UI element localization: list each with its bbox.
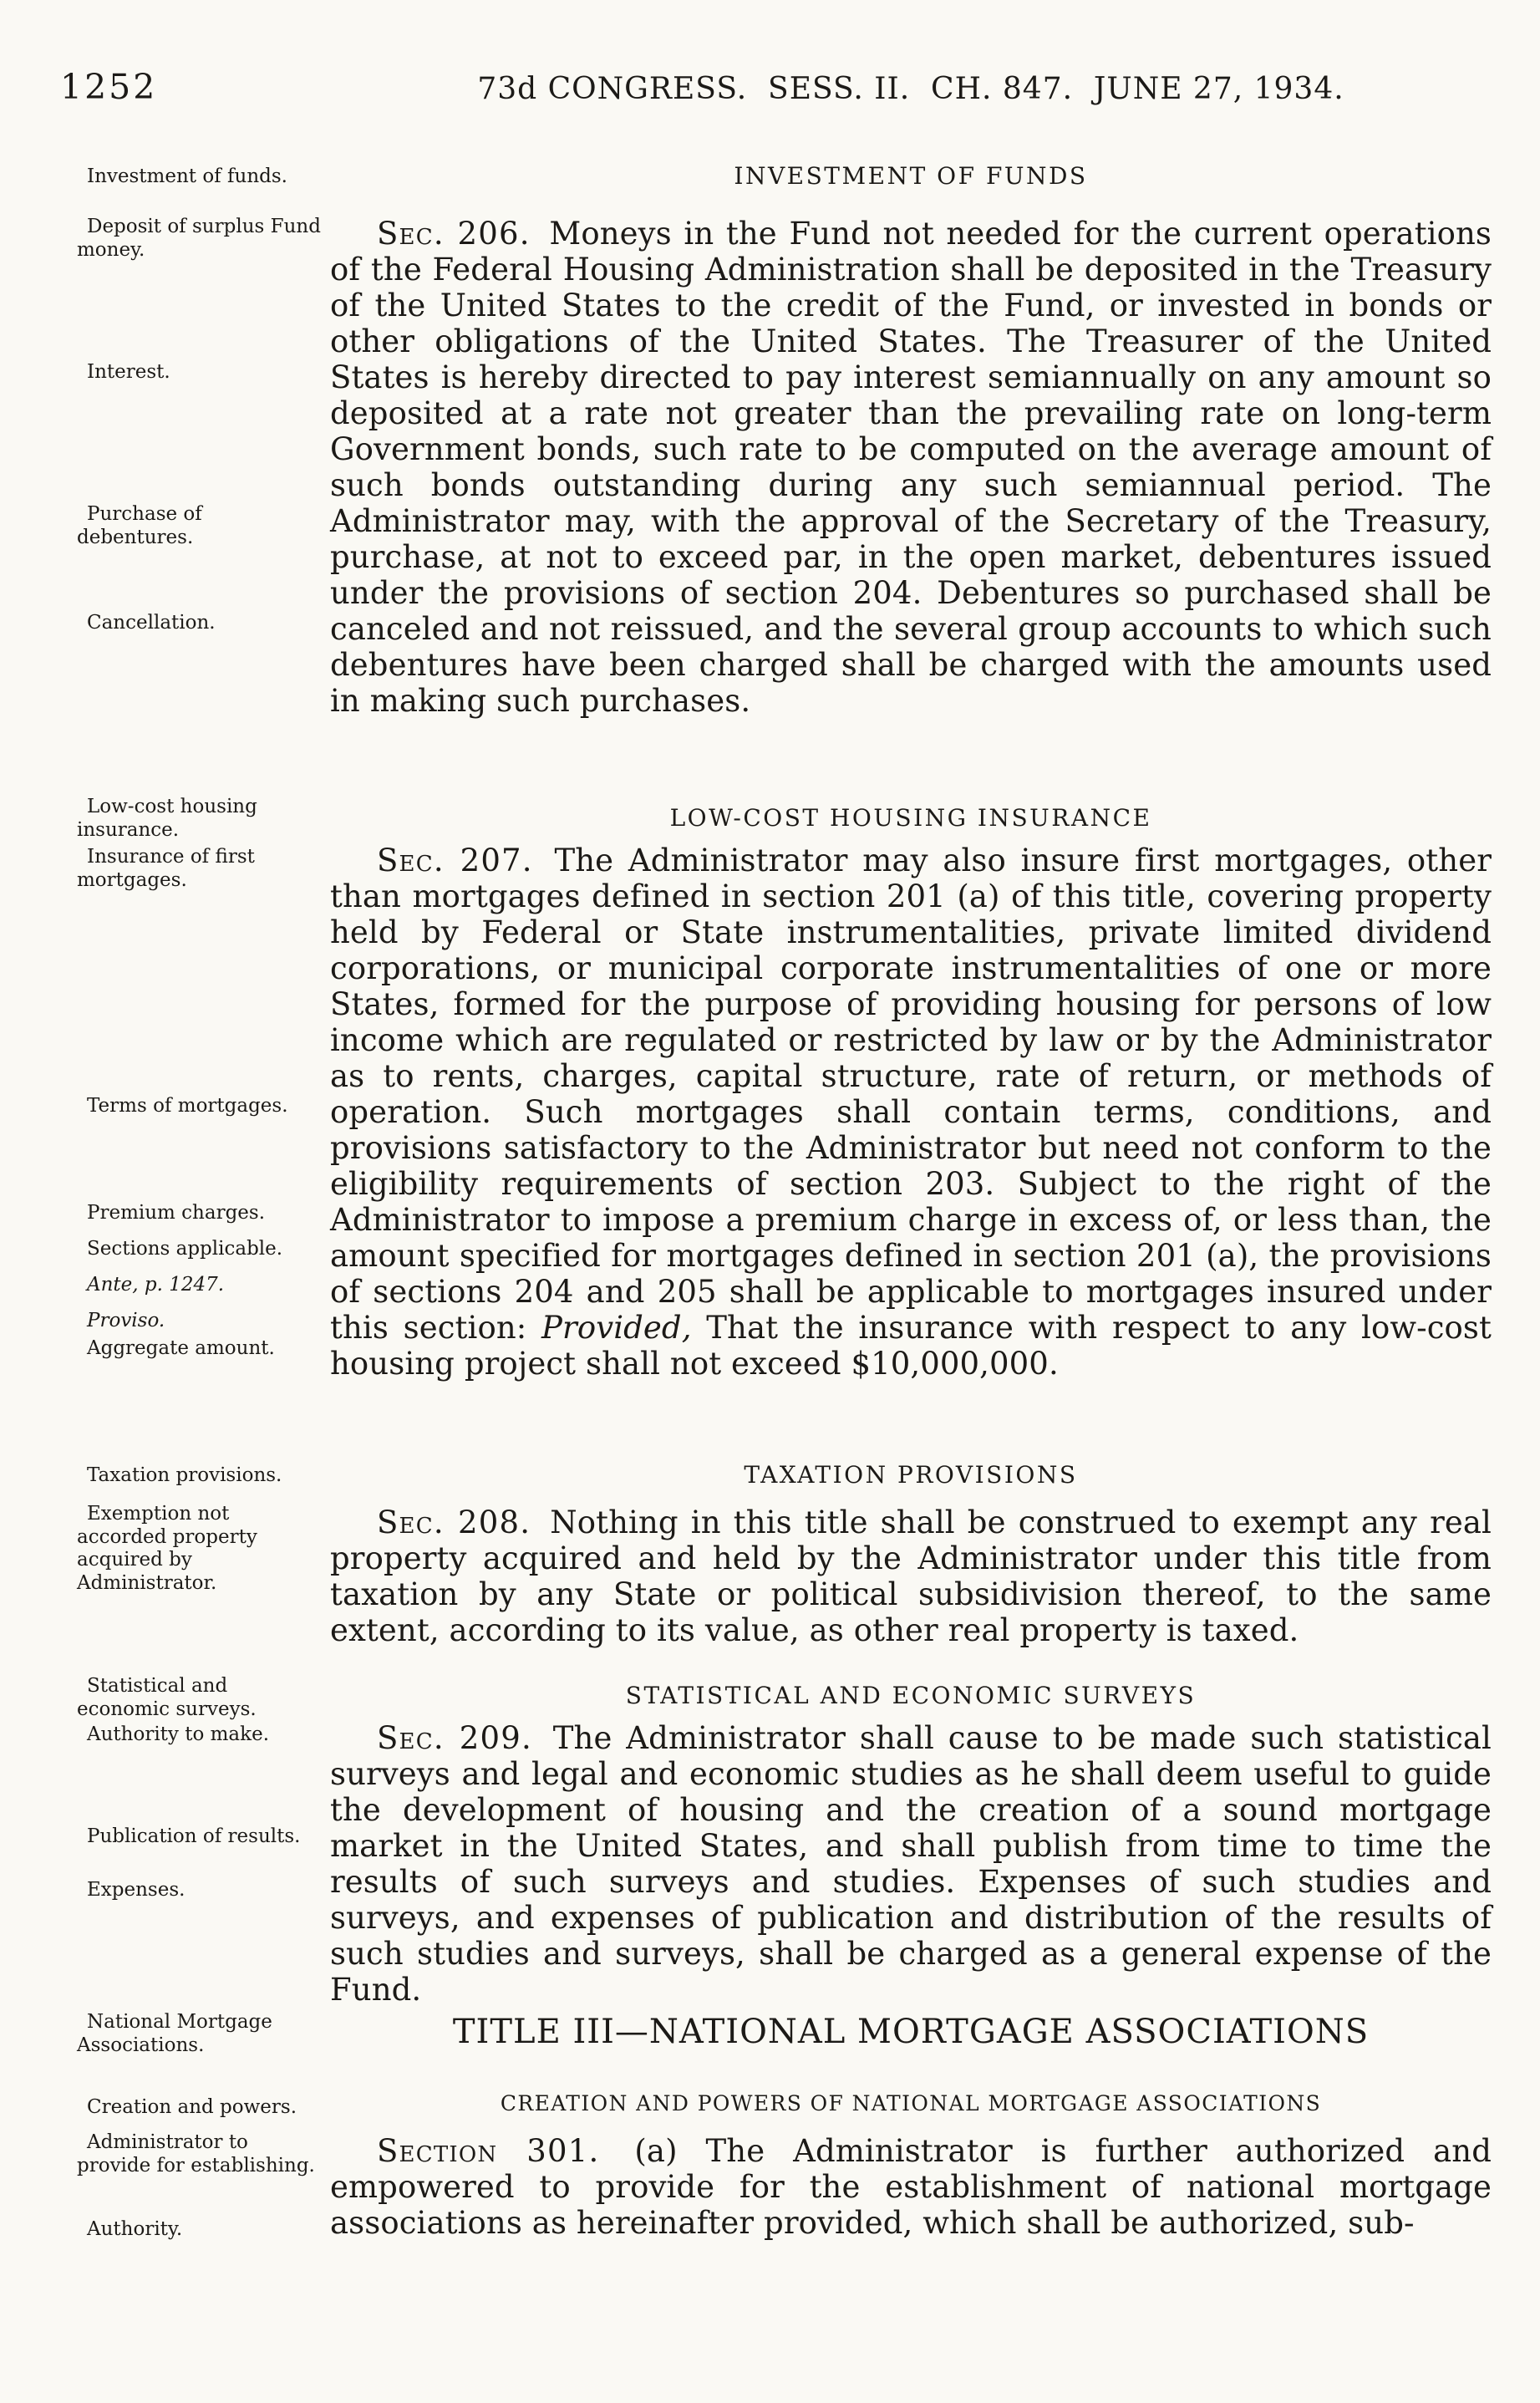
margin-note-low-cost-housing-insurance: Low-cost housing insurance.: [77, 796, 257, 841]
margin-note-publication-of-results: Publication of results.: [87, 1825, 301, 1847]
section-207-proviso: Provided,: [541, 1310, 692, 1346]
section-208-text: Nothing in this title shall be construed to exempt any real property acquired and held by the Administrator under this title from taxation by any State or political subsidivision thereof, to the same extent, according to its value, as other real property is taxed.: [330, 1504, 1492, 1648]
margin-note-interest: Interest.: [87, 361, 170, 383]
margin-note-sections-applicable: Sections applicable.: [87, 1238, 283, 1260]
page-number: 1252: [60, 67, 158, 107]
heading-creation-and-powers: CREATION AND POWERS OF NATIONAL MORTGAGE ASSOCIATIONS: [500, 2091, 1322, 2115]
running-head: 73d CONGRESS. SESS. II. CH. 847. JUNE 27, 1934.: [477, 72, 1344, 106]
section-301-text: (a) The Administrator is further authorized and empowered to provide for the establishment of national mortgage associations as hereinafter provided, which shall be authorized, sub-: [330, 2133, 1492, 2241]
section-207-paragraph: [330, 843, 1492, 1382]
margin-note-proviso: Proviso.: [87, 1310, 165, 1331]
margin-note-aggregate-amount: Aggregate amount.: [87, 1337, 275, 1359]
margin-note-authority-to-make: Authority to make.: [87, 1723, 270, 1745]
section-207-text: The Administrator may also insure first mortgages, other than mortgages defined in section 201 (a) of this title, covering property held by Federal or State instrumentalities, private limited dividend corporations, or municipal corporate instrumentalities of one or more States, formed for the purpose of providing housing for persons of low income which are regulated or restricted by law or by the Administrator as to rents, charges, capital structure, rate of return, or methods of operation. Such mortgages shall contain terms, conditions, and provisions satisfactory to the Administrator but need not conform to the eligibility requirements of section 203. Subject to the right of the Administrator to impose a premium charge in excess of, or less than, the amount specified for mortgages defined in section 201 (a), the provisions of sections 204 and 205 shall be applicable to mortgages insured under this section:: [330, 843, 1492, 1346]
section-209-label: Sec. 209.: [377, 1720, 532, 1756]
margin-note-expenses: Expenses.: [87, 1879, 186, 1901]
margin-note-taxation-provisions: Taxation provisions.: [87, 1464, 282, 1486]
margin-note-insurance-of-first-mortgages: Insurance of first mortgages.: [77, 846, 255, 891]
margin-note-exemption-not-accorded: Exemption not accorded property acquired by Administrator.: [77, 1503, 257, 1594]
margin-note-purchase-of-debentures: Purchase of debentures.: [77, 503, 202, 548]
margin-note-premium-charges: Premium charges.: [87, 1202, 266, 1224]
section-206-label: Sec. 206.: [377, 216, 531, 252]
section-301-paragraph: [330, 2133, 1492, 2241]
margin-note-authority: Authority.: [87, 2218, 183, 2240]
section-206-text: Moneys in the Fund not needed for the current operations of the Federal Housing Administration shall be deposited in the Treasury of the United States to the credit of the Fund, or invested in bonds or other obligations of the United States. The Treasurer of the United States is hereby directed to pay interest semiannually on any amount so deposited at a rate not greater than the prevailing rate on long-term Government bonds, such rate to be computed on the average amount of such bonds outstanding during any such semiannual period. The Administrator may, with the approval of the Secretary of the Treasury, purchase, at not to exceed par, in the open market, debentures issued under the provisions of section 204. Debentures so purchased shall be canceled and not reissued, and the several group accounts to which such debentures have been charged shall be charged with the amounts used in making such purchases.: [330, 216, 1492, 719]
heading-taxation-provisions: TAXATION PROVISIONS: [744, 1461, 1078, 1489]
section-208-paragraph: [330, 1504, 1492, 1648]
heading-statistical-and-economic-surveys: STATISTICAL AND ECONOMIC SURVEYS: [625, 1682, 1197, 1709]
heading-low-cost-housing-insurance: LOW-COST HOUSING INSURANCE: [669, 804, 1152, 832]
section-301-label: Section 301.: [377, 2133, 600, 2169]
margin-note-investment-of-funds: Investment of funds.: [87, 165, 287, 187]
heading-title-iii: TITLE III—NATIONAL MORTGAGE ASSOCIATIONS: [452, 2013, 1370, 2051]
section-209-paragraph: [330, 1720, 1492, 2008]
margin-note-national-mortgage-associations: National Mortgage Associations.: [77, 2011, 272, 2056]
heading-investment-of-funds: INVESTMENT OF FUNDS: [734, 162, 1088, 190]
margin-note-ante-p-1247: Ante, p. 1247.: [87, 1274, 225, 1296]
margin-note-terms-of-mortgages: Terms of mortgages.: [87, 1095, 288, 1117]
margin-note-administrator-to-provide: Administrator to provide for establishing.: [77, 2131, 315, 2176]
section-207-label: Sec. 207.: [377, 843, 533, 878]
margin-note-creation-and-powers: Creation and powers.: [87, 2096, 297, 2118]
body-column: [330, 0, 1492, 2403]
margin-notes-column: [77, 0, 324, 2403]
section-207-text-after: That the insurance with respect to any low-cost housing project shall not exceed $10,000,000.: [330, 1310, 1492, 1382]
section-206-paragraph: [330, 216, 1492, 719]
margin-note-deposit-of-surplus: Deposit of surplus Fund money.: [77, 216, 321, 261]
section-208-label: Sec. 208.: [377, 1504, 531, 1540]
margin-note-cancellation: Cancellation.: [87, 612, 216, 634]
margin-note-statistical-economic-surveys: Statistical and economic surveys.: [77, 1675, 257, 1720]
section-209-text: The Administrator shall cause to be made such statistical surveys and legal and economic studies as he shall deem useful to guide the development of housing and the creation of a sound mortgage market in the United States, and shall publish from time to time the results of such surveys and studies. Expenses of such studies and surveys, and expenses of publication and distribution of the results of such studies and surveys, shall be charged as a general expense of the Fund.: [330, 1720, 1492, 2008]
